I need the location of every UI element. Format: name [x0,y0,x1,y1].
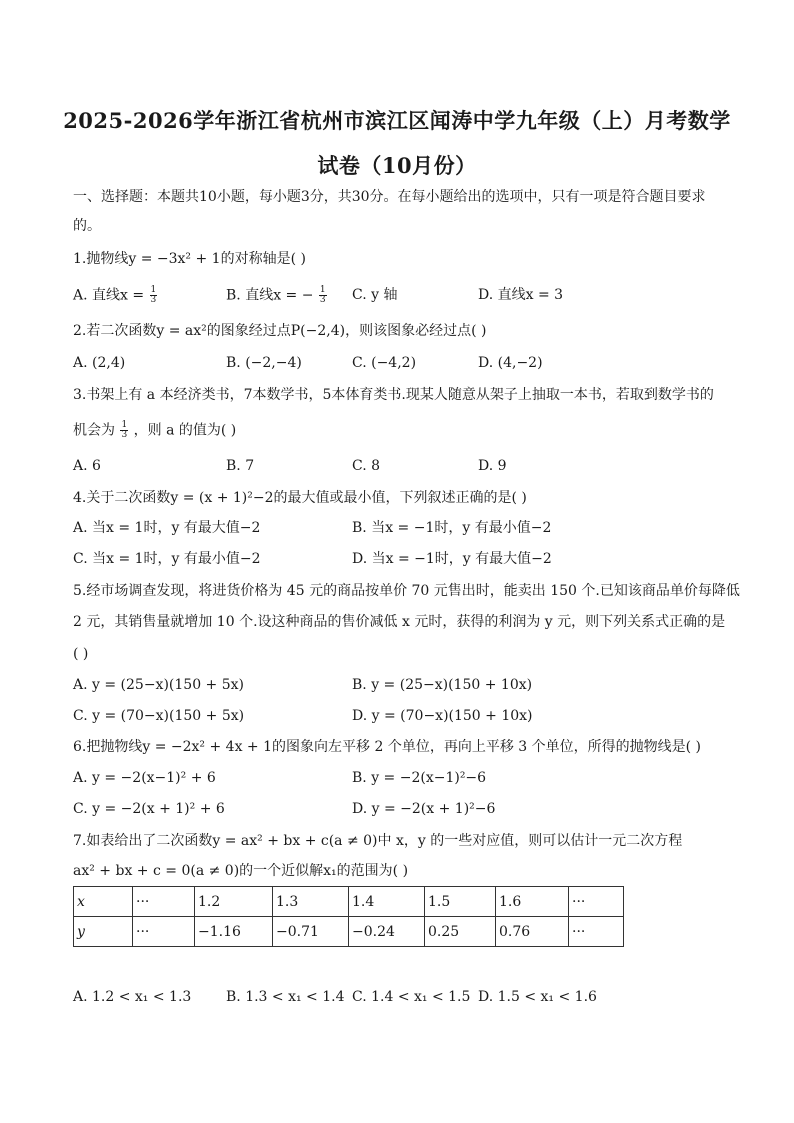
question-7-stem-line1: 7.如表给出了二次函数y = ax² + bx + c(a ≠ 0)中 x，y 的一些对应值，则可以估计一元二次方程 [73,833,683,849]
question-3-stem-line2 [73,421,236,440]
fraction-numerator: 1 [319,285,326,295]
question-7-option-a: A. 1.2 < x₁ < 1.3 [73,989,192,1005]
question-3-option-d: D. 9 [478,458,507,474]
question-7-option-b: B. 1.3 < x₁ < 1.4 [226,989,345,1005]
table-cell: 1.4 [349,887,425,917]
question-7-option-d: D. 1.5 < x₁ < 1.6 [478,989,597,1005]
question-6-option-c: C. y = −2(x + 1)² + 6 [73,801,225,817]
value-table [73,886,624,947]
option-b-text: B. 直线x = − [226,287,314,304]
question-5-stem-line3: ( ) [73,646,89,662]
table-cell: −1.16 [195,917,273,947]
question-6-option-a: A. y = −2(x−1)² + 6 [73,770,216,786]
question-5-stem-line2: 2 元，其销售量就增加 10 个.设这种商品的售价减低 x 元时，获得的利润为 y 元，则下列关系式正确的是 [73,614,726,630]
question-2-option-a: A. (2,4) [73,355,126,371]
fraction-one-third [150,286,158,305]
question-1-option-a [73,286,158,305]
question-7-stem-line2: ax² + bx + c = 0(a ≠ 0)的一个近似解x₁的范围为( ) [73,863,409,879]
question-3-stem-line1: 3.书架上有 a 本经济类书，7本数学书，5本体育类书.现某人随意从架子上抽取一本书，若取到数学书的 [73,387,714,403]
table-cell: 1.5 [425,887,496,917]
question-4-option-a: A. 当x = 1时，y 有最大值−2 [73,520,261,536]
table-cell: 0.76 [496,917,569,947]
section-heading-line1: 一、选择题：本题共10小题，每小题3分，共30分。在每小题给出的选项中，只有一项是符合题目要求 [73,189,706,205]
option-a-text: A. 直线x = [73,287,145,304]
table-cell: ··· [133,917,195,947]
question-5-option-b: B. y = (25−x)(150 + 10x) [352,677,533,693]
table-cell: −0.24 [349,917,425,947]
question-2-option-c: C. (−4,2) [352,355,417,371]
question-5-option-c: C. y = (70−x)(150 + 5x) [73,708,245,724]
question-3-option-b: B. 7 [226,458,255,474]
exam-title-line1: 2025-2026学年浙江省杭州市滨江区闻涛中学九年级（上）月考数学 [63,108,731,133]
question-5-stem-line1: 5.经市场调查发现，将进货价格为 45 元的商品按单价 70 元售出时，能卖出 150 个.已知该商品单价每降低 [73,583,740,599]
table-cell: y [74,917,133,947]
question-4-option-b: B. 当x = −1时，y 有最小值−2 [352,520,552,536]
question-5-option-a: A. y = (25−x)(150 + 5x) [73,677,244,693]
table-cell: ··· [133,887,195,917]
table-cell: 1.6 [496,887,569,917]
table-cell: −0.71 [273,917,349,947]
fraction-one-third [319,286,327,305]
table-cell: 1.3 [273,887,349,917]
question-5-option-d: D. y = (70−x)(150 + 10x) [352,708,533,724]
question-4-option-d: D. 当x = −1时，y 有最大值−2 [352,551,552,567]
question-6-stem: 6.把抛物线y = −2x² + 4x + 1的图象向左平移 2 个单位，再向上平移 3 个单位，所得的抛物线是( ) [73,739,702,755]
table-cell: 0.25 [425,917,496,947]
question-3-stem-suffix: ，则 a 的值为( ) [133,422,237,439]
question-1-option-c: C. y 轴 [352,287,398,303]
question-7-option-c: C. 1.4 < x₁ < 1.5 [352,989,471,1005]
question-2-option-d: D. (4,−2) [478,355,543,371]
table-row-x [74,887,624,917]
fraction-numerator: 1 [121,420,128,430]
table-row-y [74,917,624,947]
question-3-option-c: C. 8 [352,458,381,474]
fraction-numerator: 1 [150,285,157,295]
question-4-option-c: C. 当x = 1时，y 有最小值−2 [73,551,261,567]
question-6-option-d: D. y = −2(x + 1)²−6 [352,801,496,817]
fraction-denominator: 3 [319,295,326,305]
table-cell: 1.2 [195,887,273,917]
question-2-option-b: B. (−2,−4) [226,355,302,371]
fraction-one-third [120,421,128,440]
question-1-option-d: D. 直线x = 3 [478,287,564,303]
fraction-denominator: 3 [121,430,128,440]
question-3-option-a: A. 6 [73,458,101,474]
question-2-stem: 2.若二次函数y = ax²的图象经过点P(−2,4)，则该图象必经过点( ) [73,323,487,339]
table-cell: ··· [569,887,624,917]
question-4-stem: 4.关于二次函数y = (x + 1)²−2的最大值或最小值，下列叙述正确的是( ) [73,490,527,506]
question-6-option-b: B. y = −2(x−1)²−6 [352,770,487,786]
exam-title-line2: 试卷（10月份） [317,153,477,178]
question-1-stem: 1.抛物线y = −3x² + 1的对称轴是( ) [73,251,306,267]
fraction-denominator: 3 [150,295,157,305]
question-1-option-b [226,286,328,305]
question-3-stem-prefix: 机会为 [73,422,115,439]
section-heading-line2: 的。 [73,218,101,234]
table-cell: ··· [569,917,624,947]
table-cell: x [74,887,133,917]
